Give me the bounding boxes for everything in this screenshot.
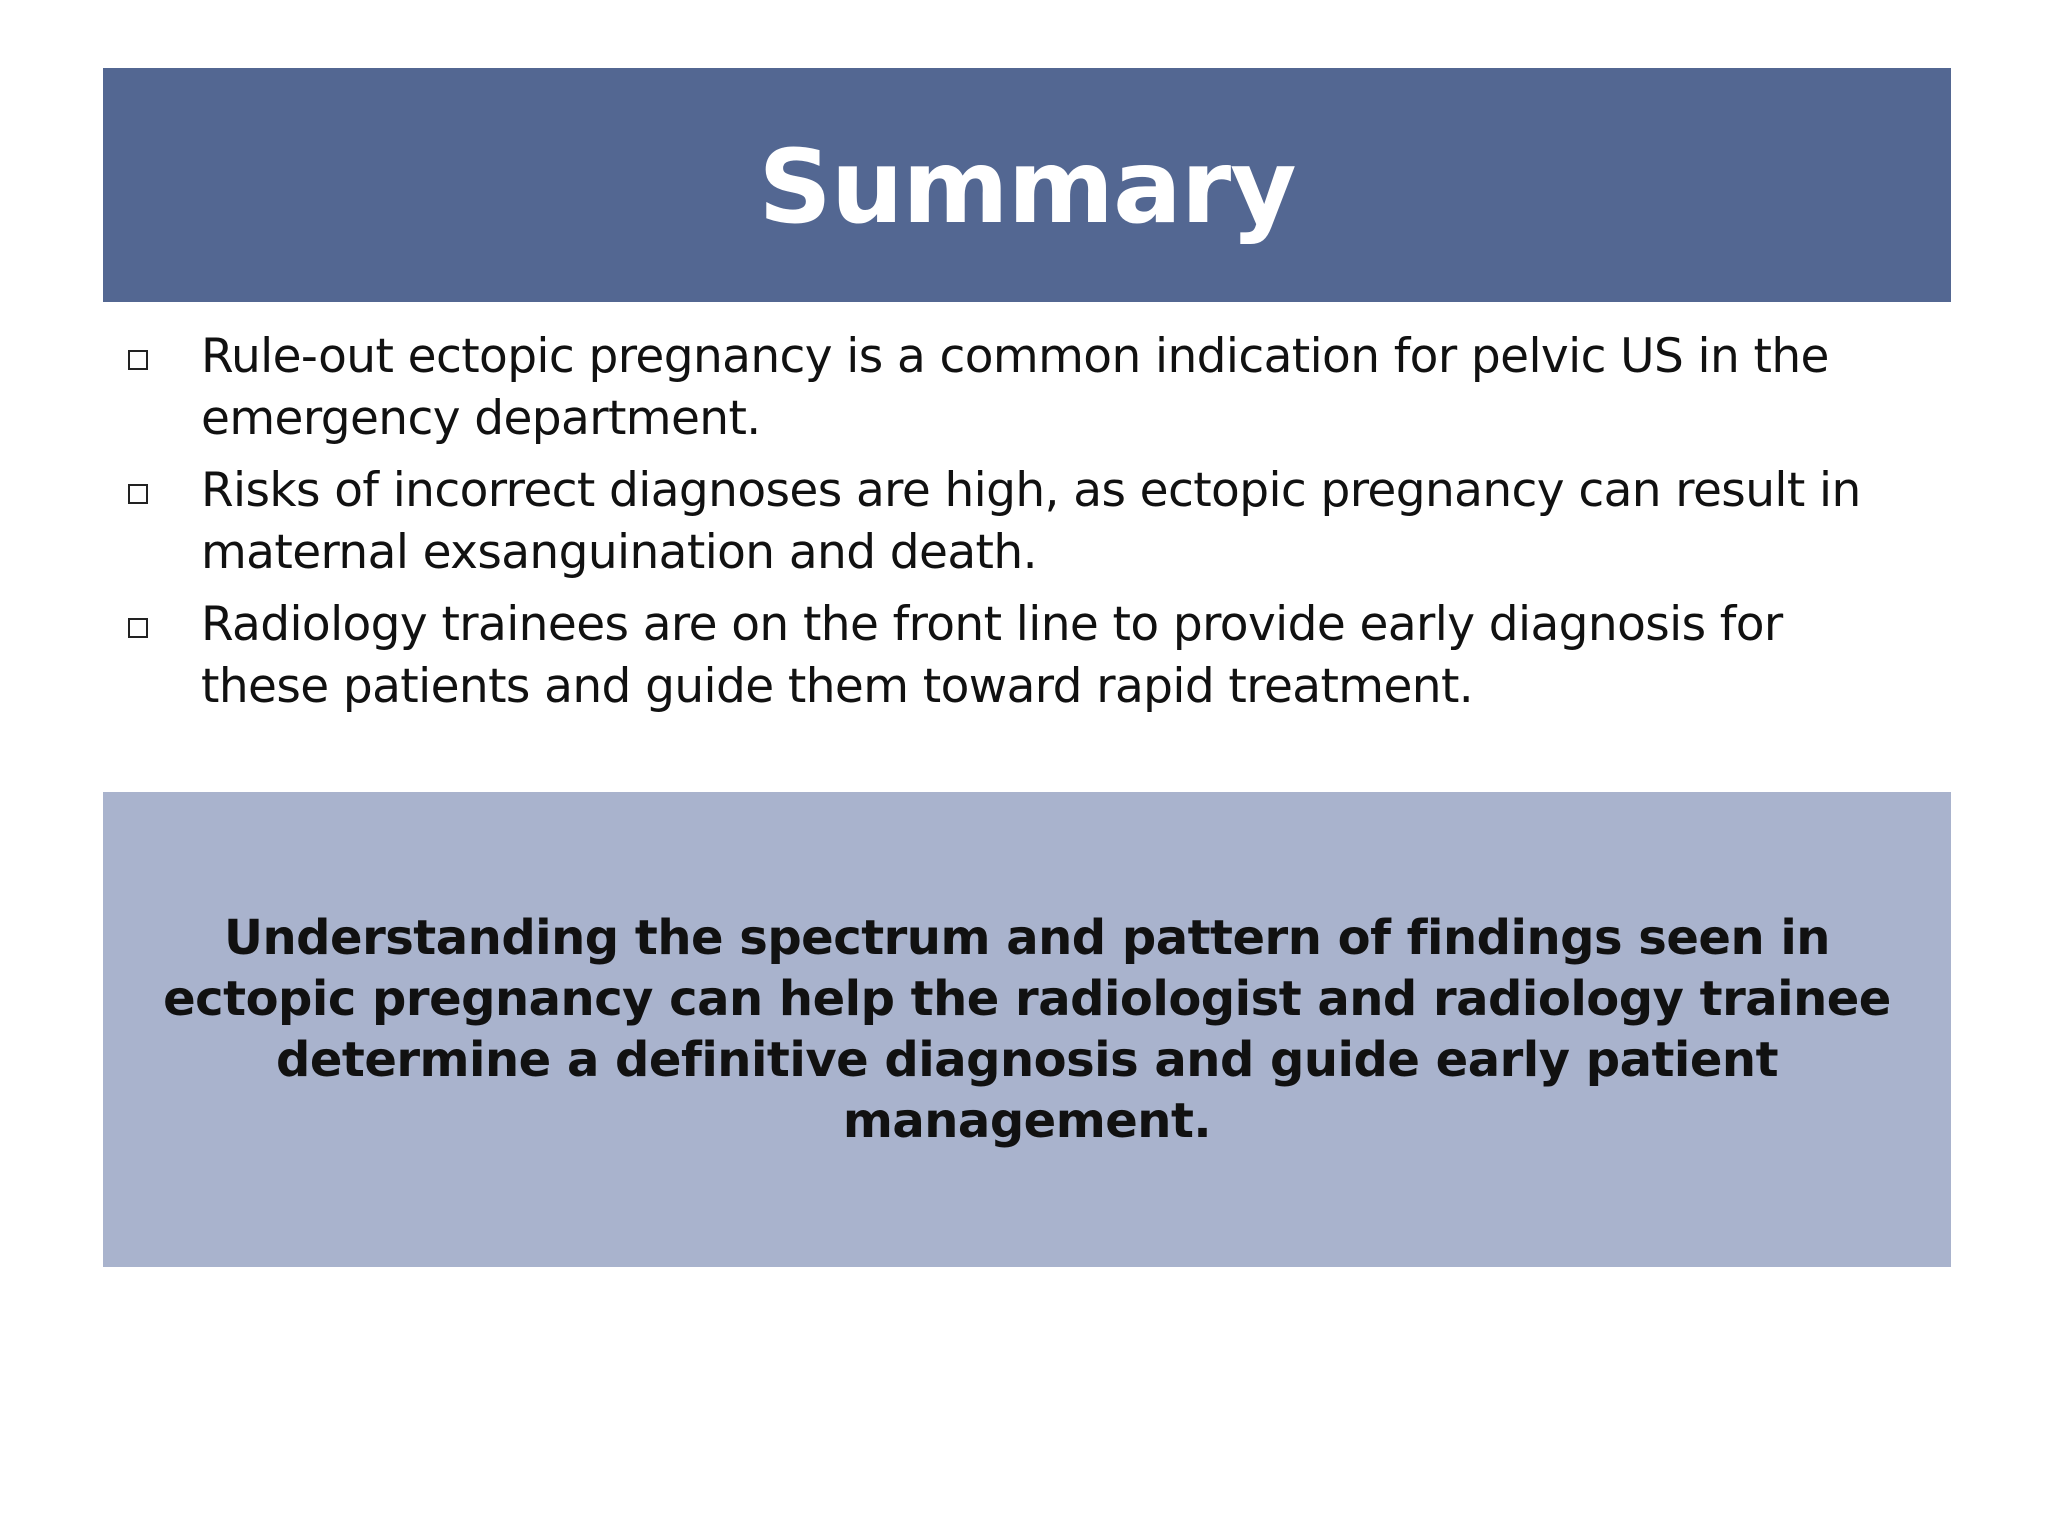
bullet-item	[123, 460, 1923, 584]
bullet-item	[123, 326, 1923, 450]
bullet-text: Rule-out ectopic pregnancy is a common indication for pelvic US in the emergency department.	[201, 329, 1829, 446]
callout-box	[103, 792, 1951, 1267]
square-bullet-icon	[128, 484, 148, 504]
square-bullet-icon	[128, 618, 148, 638]
bullet-list	[123, 326, 1923, 728]
bullet-text: Risks of incorrect diagnoses are high, as ectopic pregnancy can result in maternal exsanguination and death.	[201, 463, 1861, 580]
bullet-text: Radiology trainees are on the front line to provide early diagnosis for these patients and guide them toward rapid treatment.	[201, 597, 1783, 714]
square-bullet-icon	[128, 350, 148, 370]
title-banner	[103, 68, 1951, 302]
slide-title: Summary	[758, 128, 1296, 247]
bullet-item	[123, 594, 1923, 718]
callout-text: Understanding the spectrum and pattern of findings seen in ectopic pregnancy can help the radiologist and radiology trainee determine a definitive diagnosis and guide early patient management.	[163, 909, 1891, 1149]
